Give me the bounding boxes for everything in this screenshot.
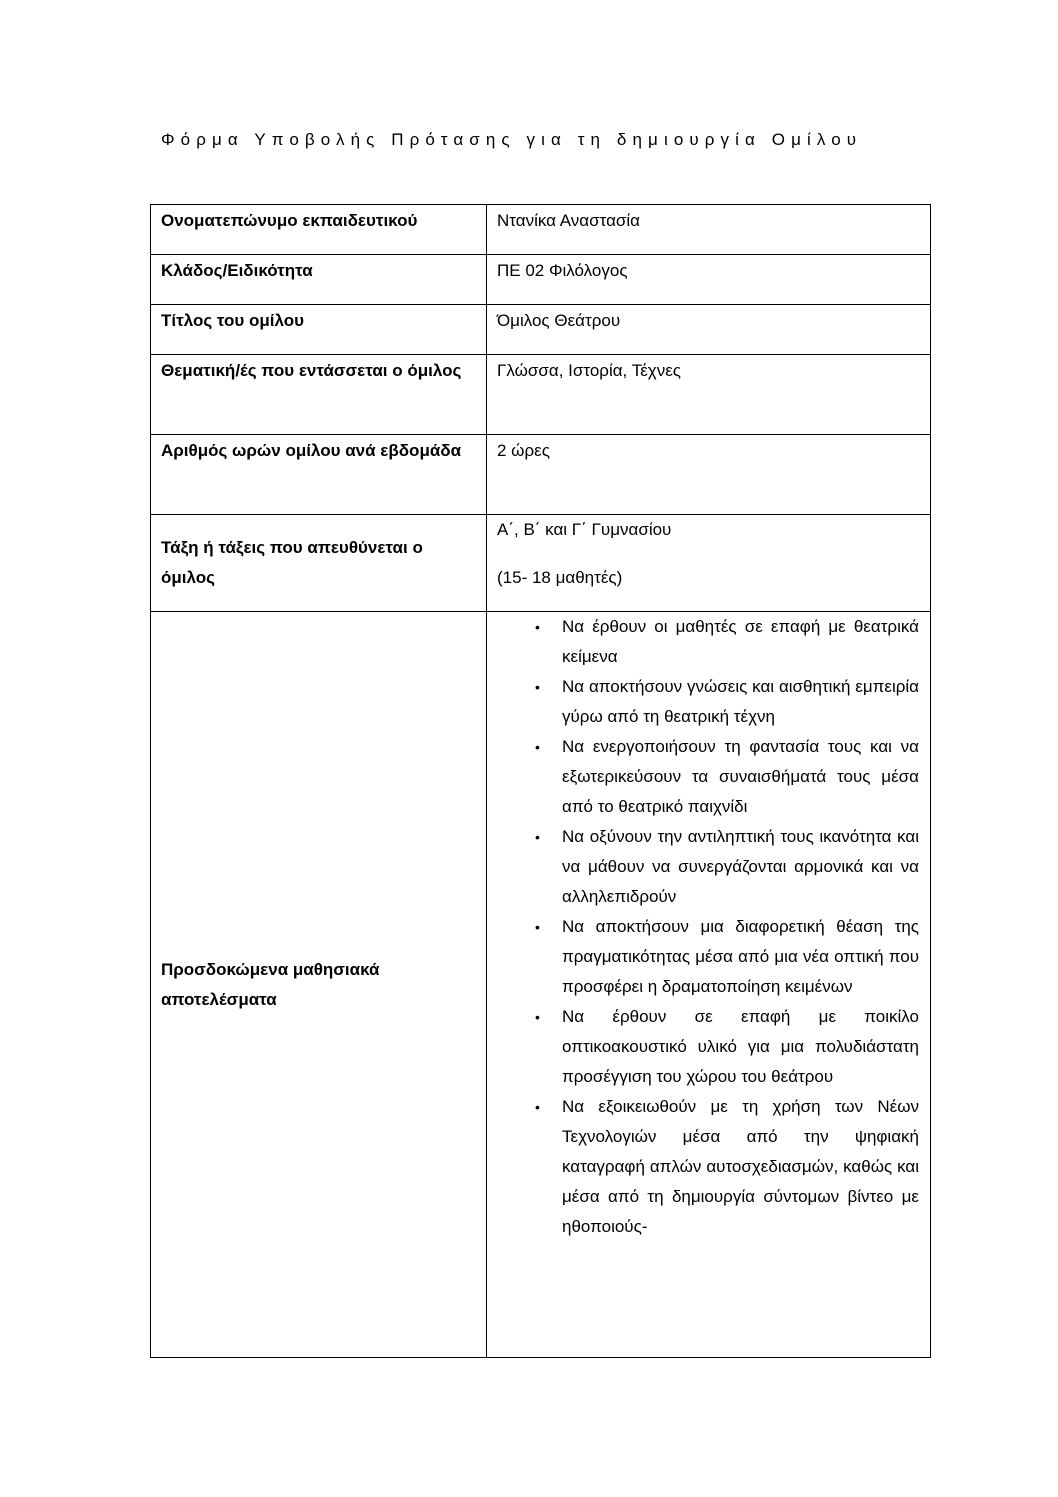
teacher-name-value: Ντανίκα Αναστασία (487, 205, 931, 255)
table-row-club-title (151, 305, 931, 355)
weekly-hours-label: Αριθμός ωρών ομίλου ανά εβδομάδα (151, 435, 487, 515)
table-row-teacher-name (151, 205, 931, 255)
list-item (497, 672, 920, 732)
bullet-icon: • (535, 1099, 540, 1115)
table-row-specialty (151, 255, 931, 305)
audience-student-count: (15- 18 μαθητές) (497, 568, 623, 587)
list-item (497, 732, 920, 822)
weekly-hours-value: 2 ώρες (487, 435, 931, 515)
outcomes-label: Προσδοκώμενα μαθησιακά αποτελέσματα (151, 612, 487, 1358)
list-item (497, 612, 920, 672)
proposal-form-table (150, 204, 931, 1358)
list-item (497, 912, 920, 1002)
list-item (497, 1002, 920, 1092)
teacher-name-label: Ονοματεπώνυμο εκπαιδευτικού (151, 205, 487, 255)
audience-classes: Α΄, Β΄ και Γ΄ Γυμνασίου (497, 520, 672, 539)
outcome-text: Να αποκτήσουν γνώσεις και αισθητική εμπειρία γύρω από τη θεατρική τέχνη (562, 677, 919, 726)
bullet-icon: • (535, 919, 540, 935)
outcome-text: Να οξύνουν την αντιληπτική τους ικανότητα και να μάθουν να συνεργάζονται αρμονικά και να αλληλεπιδρούν (562, 827, 919, 906)
audience-label: Τάξη ή τάξεις που απευθύνεται ο όμιλος (151, 515, 487, 612)
audience-value (487, 515, 931, 612)
themes-label: Θεματική/ές που εντάσσεται ο όμιλος (151, 355, 487, 435)
outcome-text: Να έρθουν οι μαθητές σε επαφή με θεατρικά κείμενα (562, 617, 919, 666)
table-row-outcomes (151, 612, 931, 1358)
specialty-label: Κλάδος/Ειδικότητα (151, 255, 487, 305)
page-title: Φόρμα Υποβολής Πρότασης για τη δημιουργία Ομίλου (161, 130, 863, 149)
outcome-text: Να έρθουν σε επαφή με ποικίλο οπτικοακουστικό υλικό για μια πολυδιάστατη προσέγγιση του χώρου του θεάτρου (562, 1007, 919, 1086)
outcome-text: Να εξοικειωθούν με τη χρήση των Νέων Τεχνολογιών μέσα από την ψηφιακή καταγραφή απλών αυτοσχεδιασμών, καθώς και μέσα από τη δημιουργία σύντομων βίντεο με ηθοποιούς- (562, 1097, 919, 1236)
outcome-text: Να αποκτήσουν μια διαφορετική θέαση της πραγματικότητας μέσα από μια νέα οπτική που προσφέρει η δραματοποίηση κειμένων (562, 917, 919, 996)
bullet-icon: • (535, 829, 540, 845)
themes-value: Γλώσσα, Ιστορία, Τέχνες (487, 355, 931, 435)
club-title-value: Όμιλος Θεάτρου (487, 305, 931, 355)
outcomes-value (487, 612, 931, 1358)
list-item (497, 822, 920, 912)
table-row-weekly-hours (151, 435, 931, 515)
bullet-icon: • (535, 679, 540, 695)
bullet-icon: • (535, 619, 540, 635)
specialty-value: ΠΕ 02 Φιλόλογος (487, 255, 931, 305)
outcome-text: Να ενεργοποιήσουν τη φαντασία τους και να εξωτερικεύσουν τα συναισθήματά τους μέσα από το θεατρικό παιχνίδι (562, 737, 919, 816)
club-title-label: Τίτλος του ομίλου (151, 305, 487, 355)
table-row-themes (151, 355, 931, 435)
table-row-audience (151, 515, 931, 612)
list-item (497, 1092, 920, 1242)
bullet-icon: • (535, 739, 540, 755)
bullet-icon: • (535, 1009, 540, 1025)
outcomes-list (497, 612, 920, 1242)
